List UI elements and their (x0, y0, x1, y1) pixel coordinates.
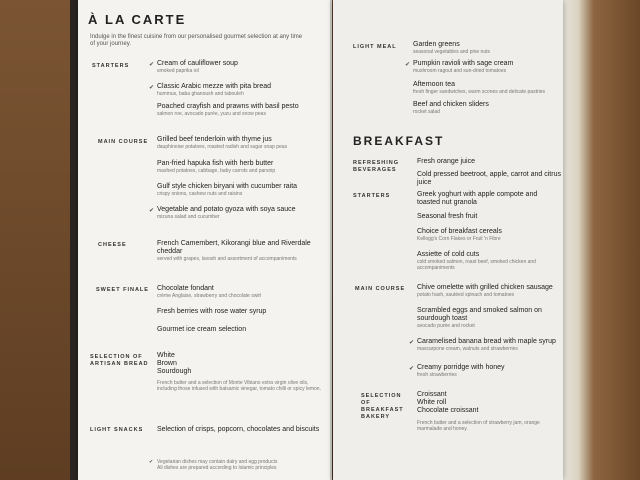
menu-item: French Camembert, Kikorangi blue and Riverdale cheddar served with grapes, lavosh and assortment of accompaniments (157, 240, 311, 262)
page-title: À LA CARTE (88, 12, 187, 27)
menu-item: Vegetable and potato gyoza with soya sauce mizuna salad and cucumber (157, 206, 296, 220)
bread-list: White Brown Sourdough French butter and a selection of Monte Vibiano extra virgin olive oils, including those infused with balsamic vinegar, tomato chilli or spicy lemon. (157, 352, 321, 392)
vegetarian-icon: ✔ (149, 208, 155, 214)
menu-item: Chive omelette with grilled chicken sausage potato hash, sautéed spinach and tomatoes (417, 284, 553, 298)
section-label-light-snacks: LIGHT SNACKS (90, 427, 144, 433)
menu-item: Classic Arabic mezze with pita bread hummus, baba ghanoush and tabouleh (157, 83, 271, 97)
menu-item: Beef and chicken sliders rocket salad (413, 101, 489, 115)
beverage-list: Fresh orange juice Cold pressed beetroot, apple, carrot and citrus juice (417, 158, 561, 186)
section-label-breakfast-bakery: SELECTION OF BREAKFAST BAKERY (361, 393, 404, 420)
menu-item: Afternoon tea fresh finger sandwiches, warm scones and delicate pastries (413, 81, 546, 95)
vegetarian-icon: ✔ (405, 62, 411, 68)
breakfast-title: BREAKFAST (353, 134, 445, 148)
vegetarian-icon: ✔ (149, 459, 154, 465)
menu-item: Gourmet ice cream selection (157, 326, 247, 333)
menu-item: Chocolate fondant crème Anglaise, strawberry and chocolate swirl (157, 285, 262, 299)
menu-item: Grilled beef tenderloin with thyme jus dauphinoise potatoes, roasted radish and sugar snap peas (157, 136, 288, 150)
section-label-breakfast-starters: STARTERS (353, 193, 391, 199)
menu-item: Seasonal fresh fruit (417, 213, 478, 220)
vegetarian-icon: ✔ (149, 62, 155, 68)
section-label-light-meal: LIGHT MEAL (353, 44, 397, 50)
menu-item: Gulf style chicken biryani with cucumber raita crispy onions, cashew nuts and raisins (157, 183, 298, 197)
section-label-beverages: REFRESHING BEVERAGES (353, 160, 400, 173)
menu-item: Fresh berries with rose water syrup (157, 308, 267, 315)
section-label-artisan-bread: SELECTION OF ARTISAN BREAD (90, 354, 149, 367)
menu-item: Cream of cauliflower soup smoked paprika oil (157, 60, 238, 74)
a-la-carte-page (78, 0, 332, 480)
menu-item: Scrambled eggs and smoked salmon on sourdough toast avocado purée and rocket (417, 307, 542, 329)
breakfast-page (333, 0, 563, 480)
intro-text: Indulge in the finest cuisine from our personalised gourmet selection at any time of your journey. (90, 34, 303, 47)
menu-item: Assiette of cold cuts cold smoked salmon, roast beef, smoked chicken and accompaniments (417, 251, 536, 271)
menu-item: Greek yoghurt with apple compote and toasted nut granola (417, 191, 538, 206)
section-label-main-course: MAIN COURSE (98, 139, 149, 145)
menu-item: Creamy porridge with honey fresh strawberries (417, 364, 505, 378)
section-label-cheese: CHEESE (98, 242, 127, 248)
menu-item: Garden greens seasonal vegetables and pine nuts (413, 41, 491, 55)
section-label-sweet-finale: SWEET FINALE (96, 287, 149, 293)
menu-item: Selection of crisps, popcorn, chocolates and biscuits (157, 426, 320, 433)
menu-item: Pumpkin ravioli with sage cream mushroom ragout and sun-dried tomatoes (413, 60, 514, 74)
menu-item: Pan-fried hapuka fish with herb butter mashed potatoes, cabbage, baby carrots and parsnip (157, 160, 276, 174)
vegetarian-icon: ✔ (409, 366, 415, 372)
menu-item: Poached crayfish and prawns with basil pesto salmon roe, avocado purée, yuzu and snow peas (157, 103, 299, 117)
menu-item: Caramelised banana bread with maple syrup mascarpone cream, walnuts and strawberries (417, 338, 556, 352)
footnote: Vegetarian dishes may contain dairy and egg products All dishes are prepared according to Islamic principles (157, 459, 278, 471)
section-label-breakfast-main-course: MAIN COURSE (355, 286, 406, 292)
vegetarian-icon: ✔ (409, 340, 415, 346)
vegetarian-icon: ✔ (149, 85, 155, 91)
section-label-starters: STARTERS (92, 63, 130, 69)
next-page-edge (563, 0, 640, 480)
bakery-list: Croissant White roll Chocolate croissant French butter and a selection of strawberry jam, orange marmalade and honey. (417, 391, 540, 432)
menu-item: Choice of breakfast cereals Kellogg's Corn Flakes or Fruit 'n Fibre (417, 228, 502, 242)
